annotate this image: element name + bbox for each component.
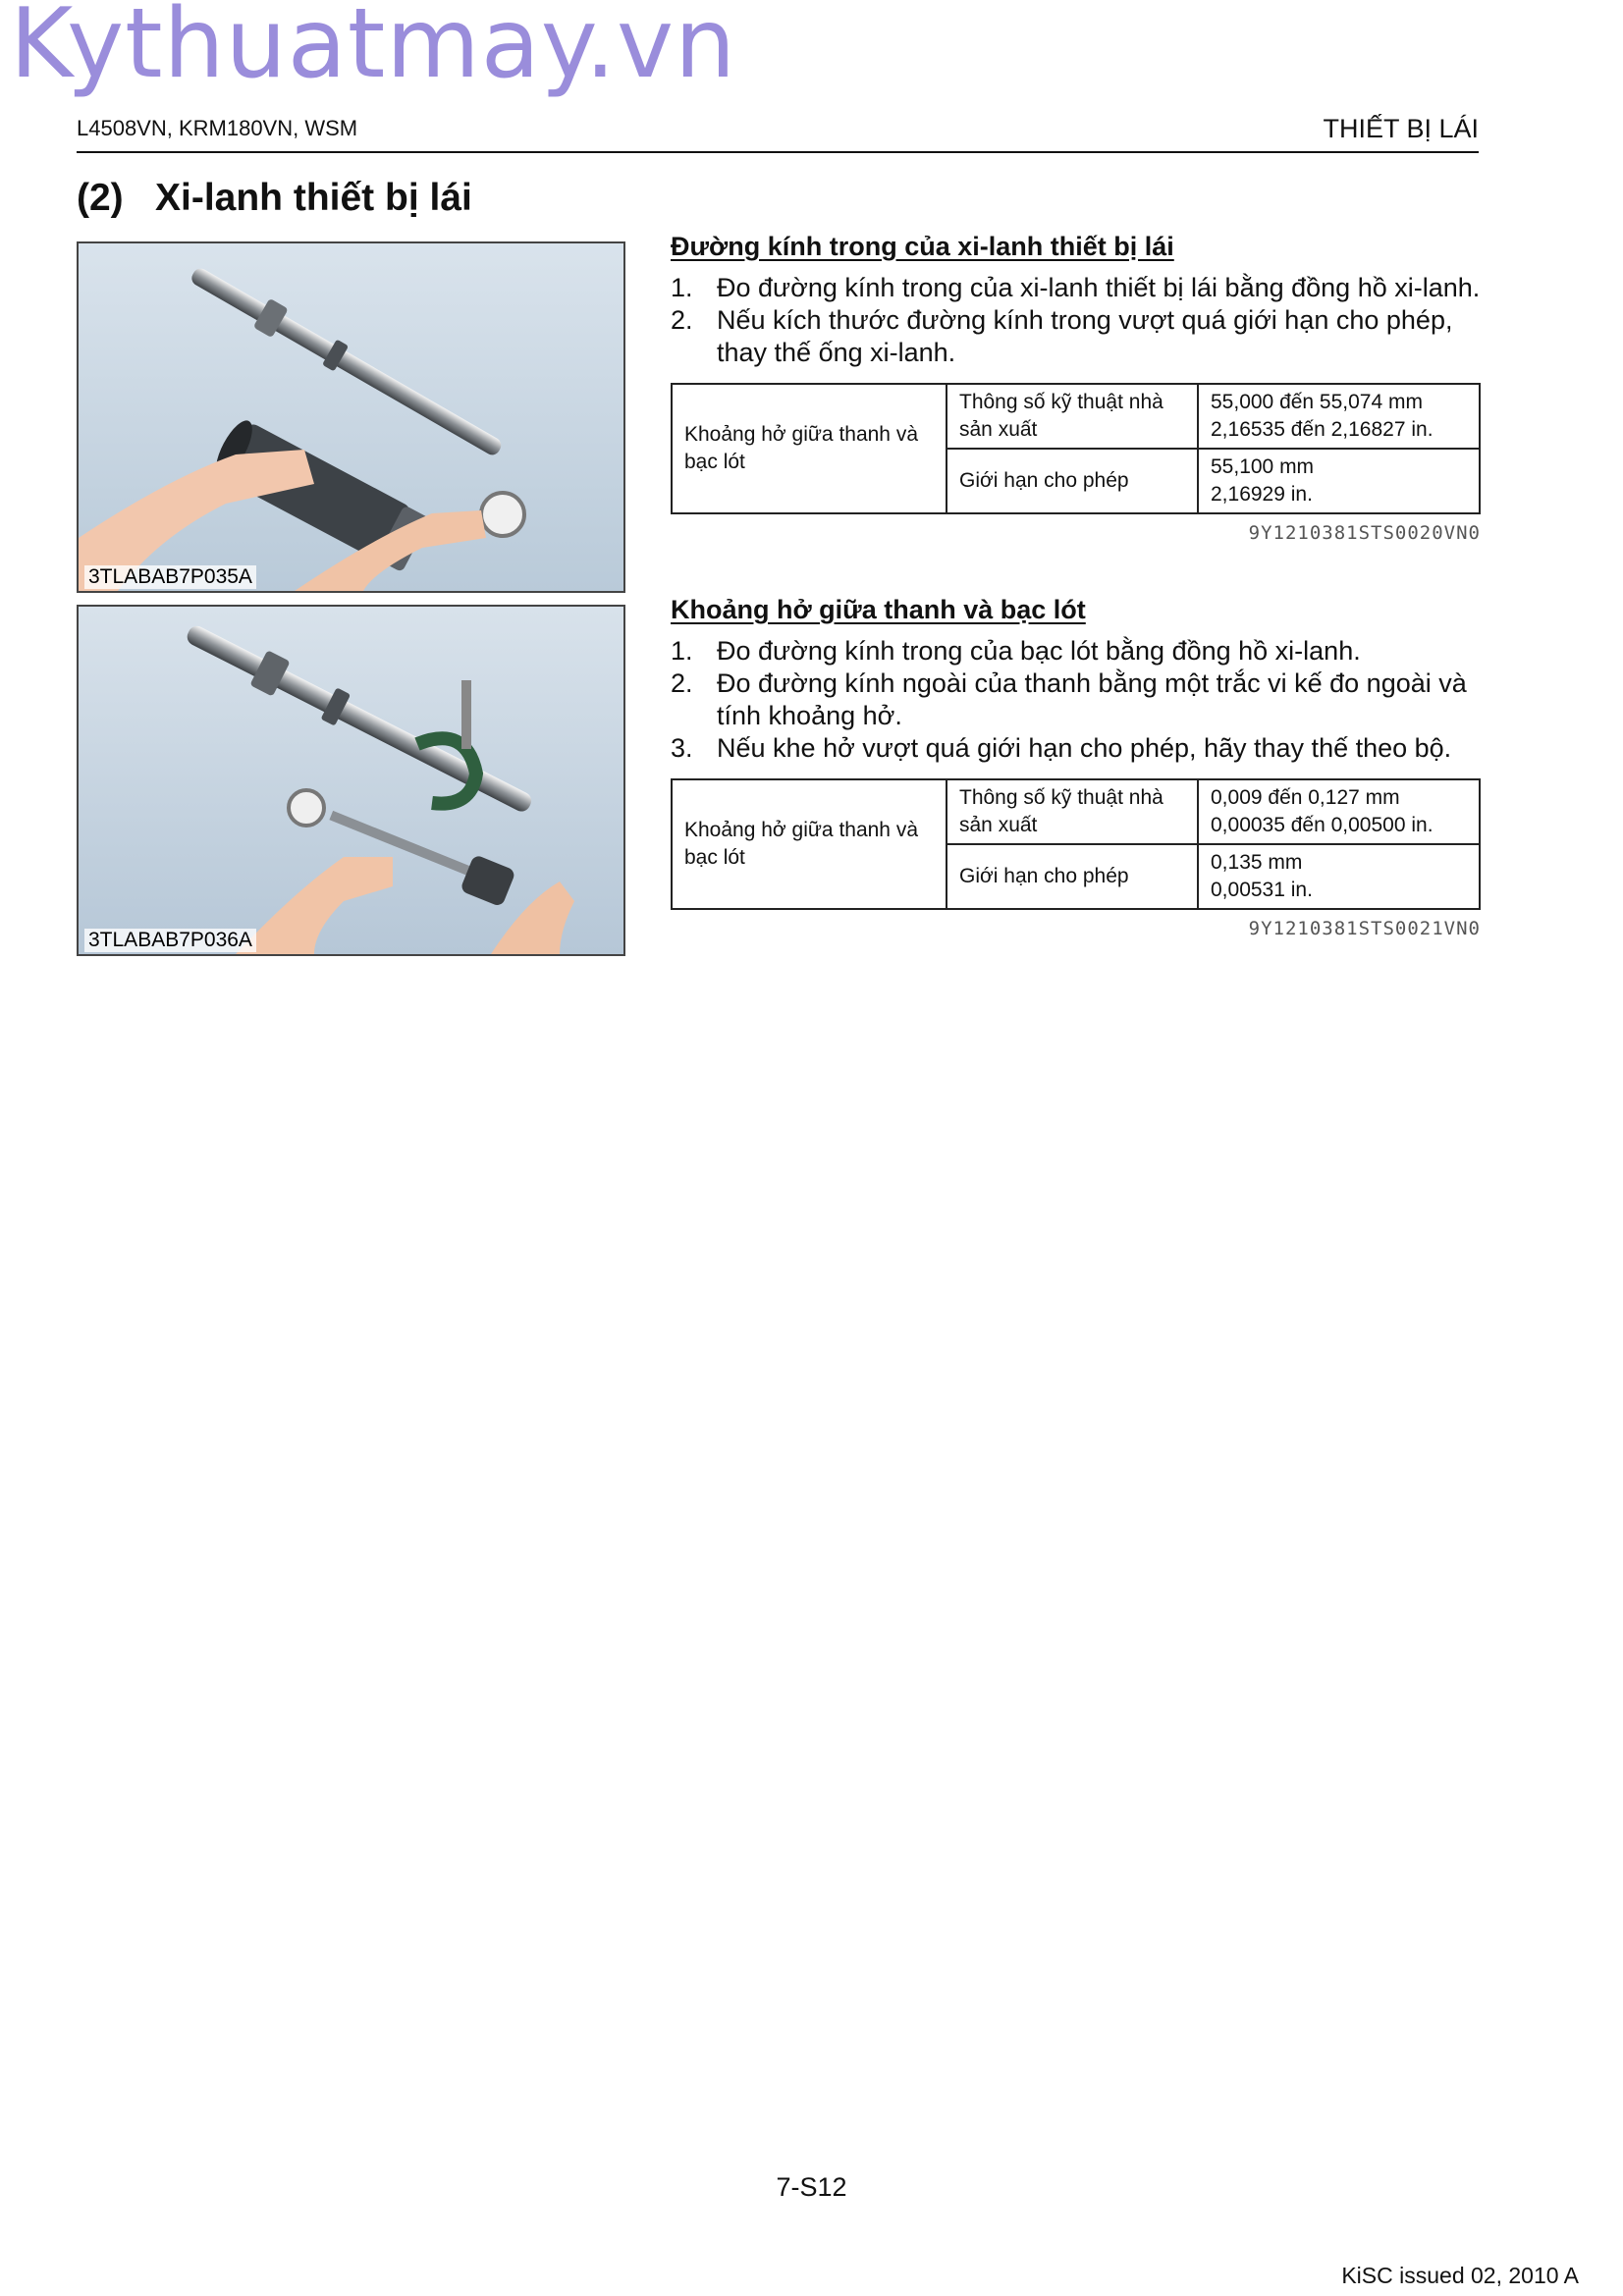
photo-rod-bushing (77, 605, 625, 956)
step-list (671, 635, 1481, 765)
table-row (672, 779, 1480, 844)
page-number: 7-S12 (776, 2172, 847, 2202)
section-title-text: Xi-lanh thiết bị lái (155, 177, 472, 219)
spec-value-cell: 0,009 đến 0,127 mm 0,00035 đến 0,00500 in. (1198, 779, 1480, 844)
list-item: 1. Đo đường kính trong của xi-lanh thiết bị lái bằng đồng hồ xi-lanh. (671, 273, 1481, 302)
section-number: (2) (77, 177, 124, 219)
spec-table (671, 383, 1481, 514)
spec-label-cell: Giới hạn cho phép (947, 449, 1198, 513)
block-heading: Đường kính trong của xi-lanh thiết bị lái (671, 232, 1174, 261)
spec-label-cell: Thông số kỹ thuật nhà sản xuất (947, 779, 1198, 844)
list-item: 2. Nếu kích thước đường kính trong vượt quá giới hạn cho phép, thay thế ống xi-lanh. (671, 305, 1453, 367)
spec-label-cell: Giới hạn cho phép (947, 844, 1198, 909)
photo-caption: 3TLABAB7P036A (84, 929, 256, 952)
clearance-block (671, 595, 1481, 939)
spec-label-cell: Thông số kỹ thuật nhà sản xuất (947, 384, 1198, 449)
cylinder-measure-photo-icon (79, 243, 623, 591)
document-code: 9Y1210381STS0020VN0 (1248, 522, 1481, 544)
photo-caption: 3TLABAB7P035A (84, 565, 256, 589)
step-list (671, 272, 1481, 369)
spec-value-cell: 55,000 đến 55,074 mm 2,16535 đến 2,16827 in. (1198, 384, 1480, 449)
section-title (77, 177, 472, 220)
rod-micrometer-photo-icon (79, 607, 623, 954)
issue-note: KiSC issued 02, 2010 A (1341, 2263, 1579, 2288)
spec-item-cell: Khoảng hở giữa thanh và bạc lót (672, 384, 947, 513)
list-item: 2. Đo đường kính ngoài của thanh bằng một trắc vi kế đo ngoài và tính khoảng hở. (671, 668, 1467, 730)
watermark-logo: Kythuatmay.vn (10, 0, 737, 100)
header-rule (77, 151, 1479, 153)
list-item: 3. Nếu khe hở vượt quá giới hạn cho phép, hãy thay thế theo bộ. (671, 733, 1452, 763)
table-row (672, 384, 1480, 449)
list-item: 1. Đo đường kính trong của bạc lót bằng đồng hồ xi-lanh. (671, 636, 1361, 666)
spec-item-cell: Khoảng hở giữa thanh và bạc lót (672, 779, 947, 909)
block-heading: Khoảng hở giữa thanh và bạc lót (671, 595, 1086, 624)
inner-diameter-block (671, 232, 1481, 544)
spec-table (671, 778, 1481, 910)
spec-value-cell: 0,135 mm 0,00531 in. (1198, 844, 1480, 909)
document-code: 9Y1210381STS0021VN0 (1248, 918, 1481, 939)
spec-value-cell: 55,100 mm 2,16929 in. (1198, 449, 1480, 513)
header-chapter-title: THIẾT BỊ LÁI (1323, 114, 1479, 143)
photo-cylinder-bore (77, 241, 625, 593)
header-model-list: L4508VN, KRM180VN, WSM (77, 116, 358, 140)
